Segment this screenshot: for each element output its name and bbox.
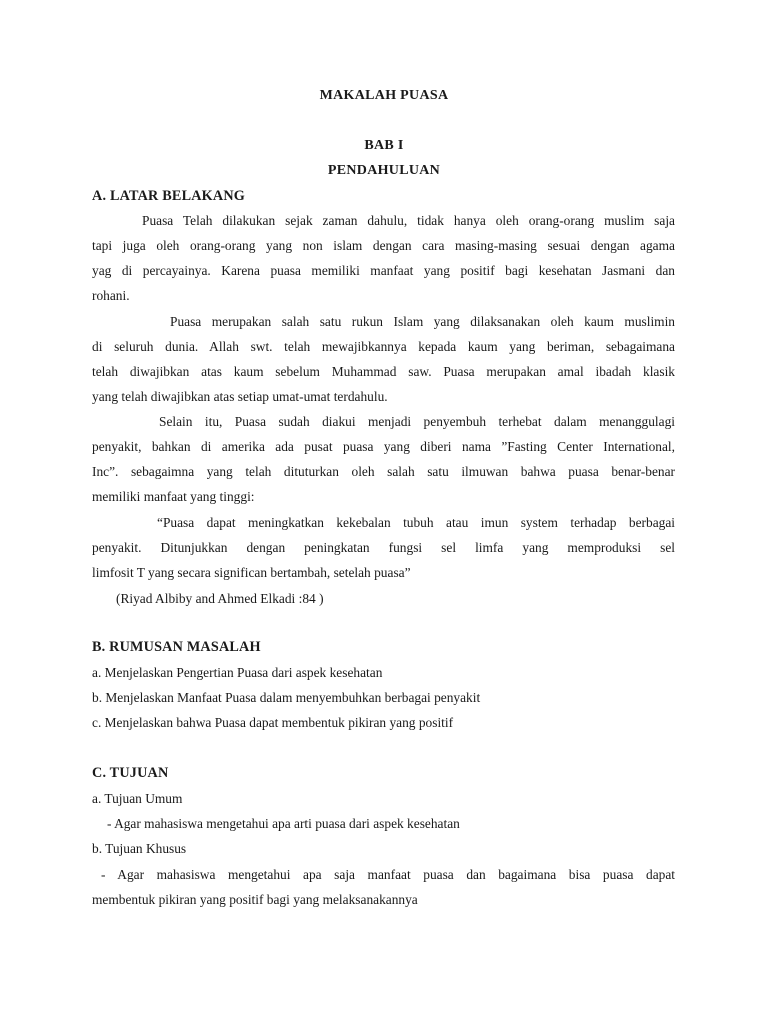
document-title: MAKALAH PUASA (319, 88, 449, 103)
chapter-number: BAB I (364, 138, 404, 153)
paragraph-line: tapi juga oleh orang-orang yang non islam dengan cara masing-masing sesuai dengan agama (92, 238, 675, 253)
paragraph-line: telah diwajibkan atas kaum sebelum Muhammad saw. Puasa merupakan amal ibadah klasik (92, 364, 675, 379)
quote-citation: (Riyad Albiby and Ahmed Elkadi :84 ) (116, 591, 324, 606)
specific-goal-item: membentuk pikiran yang positif bagi yang melaksanakannya (92, 892, 418, 907)
paragraph-line: di seluruh dunia. Allah swt. telah mewajibkannya kepada kaum yang beriman, sebagaimana (92, 339, 675, 354)
paragraph-line: Puasa Telah dilakukan sejak zaman dahulu, tidak hanya oleh orang-orang muslim saja (142, 213, 675, 228)
paragraph-line: memiliki manfaat yang tinggi: (92, 489, 255, 504)
paragraph-line: penyakit, bahkan di amerika ada pusat puasa yang diberi nama ”Fasting Center International, (92, 439, 675, 454)
paragraph-line: Selain itu, Puasa sudah diakui menjadi penyembuh terhebat dalam menanggulagi (159, 414, 675, 429)
quote-line: limfosit T yang secara significan bertambah, setelah puasa” (92, 565, 411, 580)
paragraph-line: Inc”. sebagaimna yang telah dituturkan oleh salah satu ilmuwan bahwa puasa benar-benar (92, 464, 675, 479)
section-c-heading: C. TUJUAN (92, 765, 169, 781)
specific-goal-label: b. Tujuan Khusus (92, 841, 187, 856)
general-goal-label: a. Tujuan Umum (92, 791, 183, 806)
list-item: c. Menjelaskan bahwa Puasa dapat membentuk pikiran yang positif (92, 715, 454, 730)
list-item: a. Menjelaskan Pengertian Puasa dari aspek kesehatan (92, 665, 383, 680)
paragraph-line: yang telah diwajibkan atas setiap umat-umat terdahulu. (92, 389, 388, 404)
section-a-heading: A. LATAR BELAKANG (92, 188, 246, 204)
paragraph-line: Puasa merupakan salah satu rukun Islam yang dilaksanakan oleh kaum muslimin (170, 314, 675, 329)
specific-goal-item: - Agar mahasiswa mengetahui apa saja manfaat puasa dan bagaimana bisa puasa dapat (101, 867, 675, 882)
paragraph-line: yag di percayainya. Karena puasa memiliki manfaat yang positif bagi kesehatan Jasmani dan (92, 263, 675, 278)
paragraph-line: rohani. (92, 288, 130, 303)
general-goal-item: - Agar mahasiswa mengetahui apa arti puasa dari aspek kesehatan (107, 816, 460, 831)
chapter-title: PENDAHULUAN (327, 163, 441, 178)
quote-line: “Puasa dapat meningkatkan kekebalan tubuh atau imun system terhadap berbagai (157, 515, 675, 530)
section-b-heading: B. RUMUSAN MASALAH (92, 639, 261, 655)
list-item: b. Menjelaskan Manfaat Puasa dalam menyembuhkan berbagai penyakit (92, 690, 481, 705)
quote-line: penyakit. Ditunjukkan dengan peningkatan fungsi sel limfa yang memproduksi sel (92, 540, 675, 555)
